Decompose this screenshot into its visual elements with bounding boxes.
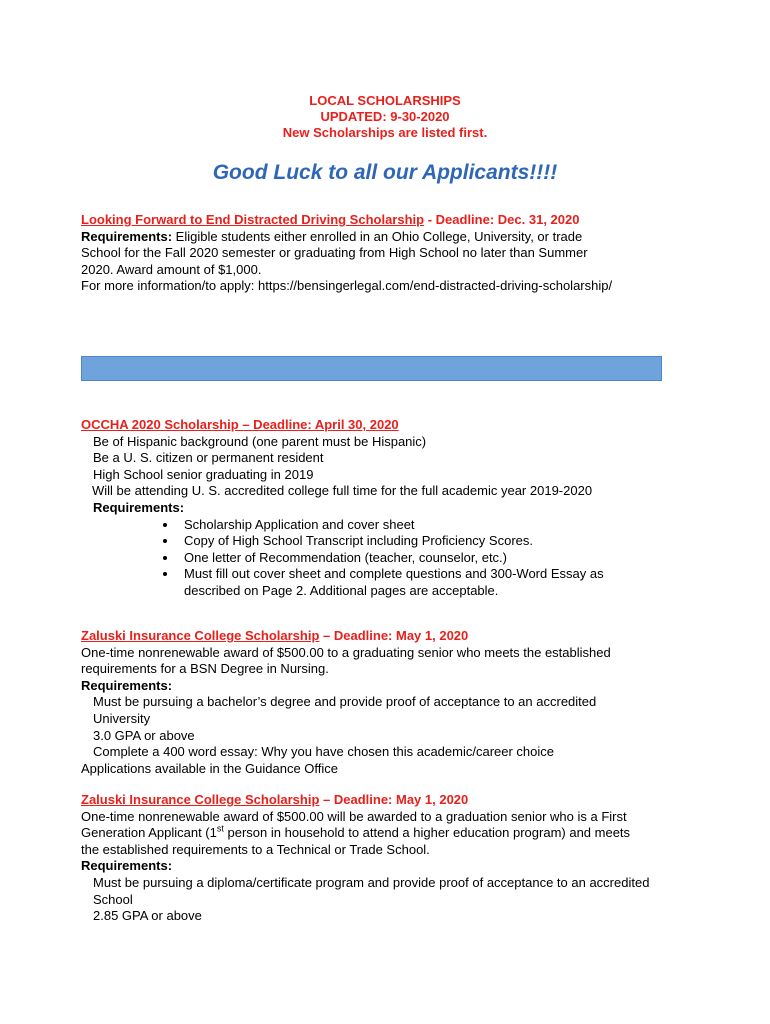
list-item: • Scholarship Application and cover sheet [178,517,691,534]
zaluski2-desc-sup: st [216,823,224,834]
occha-title[interactable]: OCCHA 2020 Scholarship – Deadline: April 30, 2020 [81,417,399,432]
zaluski1-deadline: – Deadline: May 1, 2020 [319,628,469,643]
zaluski1-req: Complete a 400 word essay: Why you have chosen this academic/career choice [93,744,555,760]
zaluski2-req: 2.85 GPA or above [93,908,202,924]
occha-line: High School senior graduating in 2019 [93,466,314,482]
zaluski2-desc: One-time nonrenewable award of $500.00 will be awarded to a graduation senior who is a First [81,808,627,824]
occha-req-list [81,517,691,600]
header-title: LOCAL SCHOLARSHIPS [309,93,461,108]
distracted-deadline: Deadline: Dec. 31, 2020 [435,212,580,227]
list-item: • Must fill out cover sheet and complete questions and 300-Word Essay as described on Page 2. Additional pages are acceptable. [178,566,644,599]
header-updated: UPDATED: 9-30-2020 [320,109,450,124]
zaluski2-deadline: – Deadline: May 1, 2020 [319,792,469,807]
distracted-info: For more information/to apply: https://bensingerlegal.com/end-distracted-driving-scholarship/ [81,278,613,294]
zaluski2-desc: the established requirements to a Technical or Trade School. [81,841,430,857]
zaluski2-title[interactable]: Zaluski Insurance College Scholarship [81,792,320,807]
zaluski2-desc: Generation Applicant (1 [81,825,217,841]
header-note: New Scholarships are listed first. [282,125,488,140]
zaluski1-title[interactable]: Zaluski Insurance College Scholarship [81,628,320,643]
distracted-title[interactable]: Looking Forward to End Distracted Driving Scholarship [81,212,425,227]
list-item: • One letter of Recommendation (teacher, counselor, etc.) [178,550,691,567]
distracted-req-text1: Eligible students either enrolled in an Ohio College, University, or trade [172,228,583,244]
zaluski-trade-section [81,792,691,925]
blue-divider-bar [81,356,662,381]
occha-line: Be a U. S. citizen or permanent resident [93,450,324,466]
zaluski1-req: University [93,710,151,726]
occha-req-label: Requirements: [93,499,185,515]
distracted-driving-section [81,212,691,295]
zaluski1-desc: One-time nonrenewable award of $500.00 to a graduating senior who meets the established [81,644,611,660]
zaluski2-req: School [93,891,133,907]
zaluski2-req-label: Requirements: [81,858,173,874]
zaluski1-req: 3.0 GPA or above [93,727,195,743]
zaluski1-req-label: Requirements: [81,677,173,693]
zaluski2-desc: person in household to attend a higher education program) and meets [223,825,631,841]
zaluski2-req: Must be pursuing a diploma/certificate program and provide proof of acceptance to an accredited [93,874,650,890]
distracted-req-text3: 2020. Award amount of $1,000. [81,261,262,277]
zaluski-nursing-section [81,628,691,777]
distracted-req-text2: School for the Fall 2020 semester or graduating from High School no later than Summer [81,245,588,261]
list-item: • Copy of High School Transcript including Proficiency Scores. [178,533,691,550]
page-header [0,93,770,141]
zaluski1-req: Must be pursuing a bachelor’s degree and provide proof of acceptance to an accredited [93,694,597,710]
occha-line: Be of Hispanic background (one parent must be Hispanic) [93,433,427,449]
occha-section [81,417,691,600]
zaluski1-desc: requirements for a BSN Degree in Nursing. [81,661,329,677]
distracted-sep: - [424,212,436,227]
occha-line: Will be attending U. S. accredited college full time for the full academic year 2019-2020 [92,483,593,499]
good-luck-heading: Good Luck to all our Applicants!!!! [212,161,558,184]
zaluski1-apps: Applications available in the Guidance Office [81,760,339,776]
distracted-req-label: Requirements: [81,228,173,244]
